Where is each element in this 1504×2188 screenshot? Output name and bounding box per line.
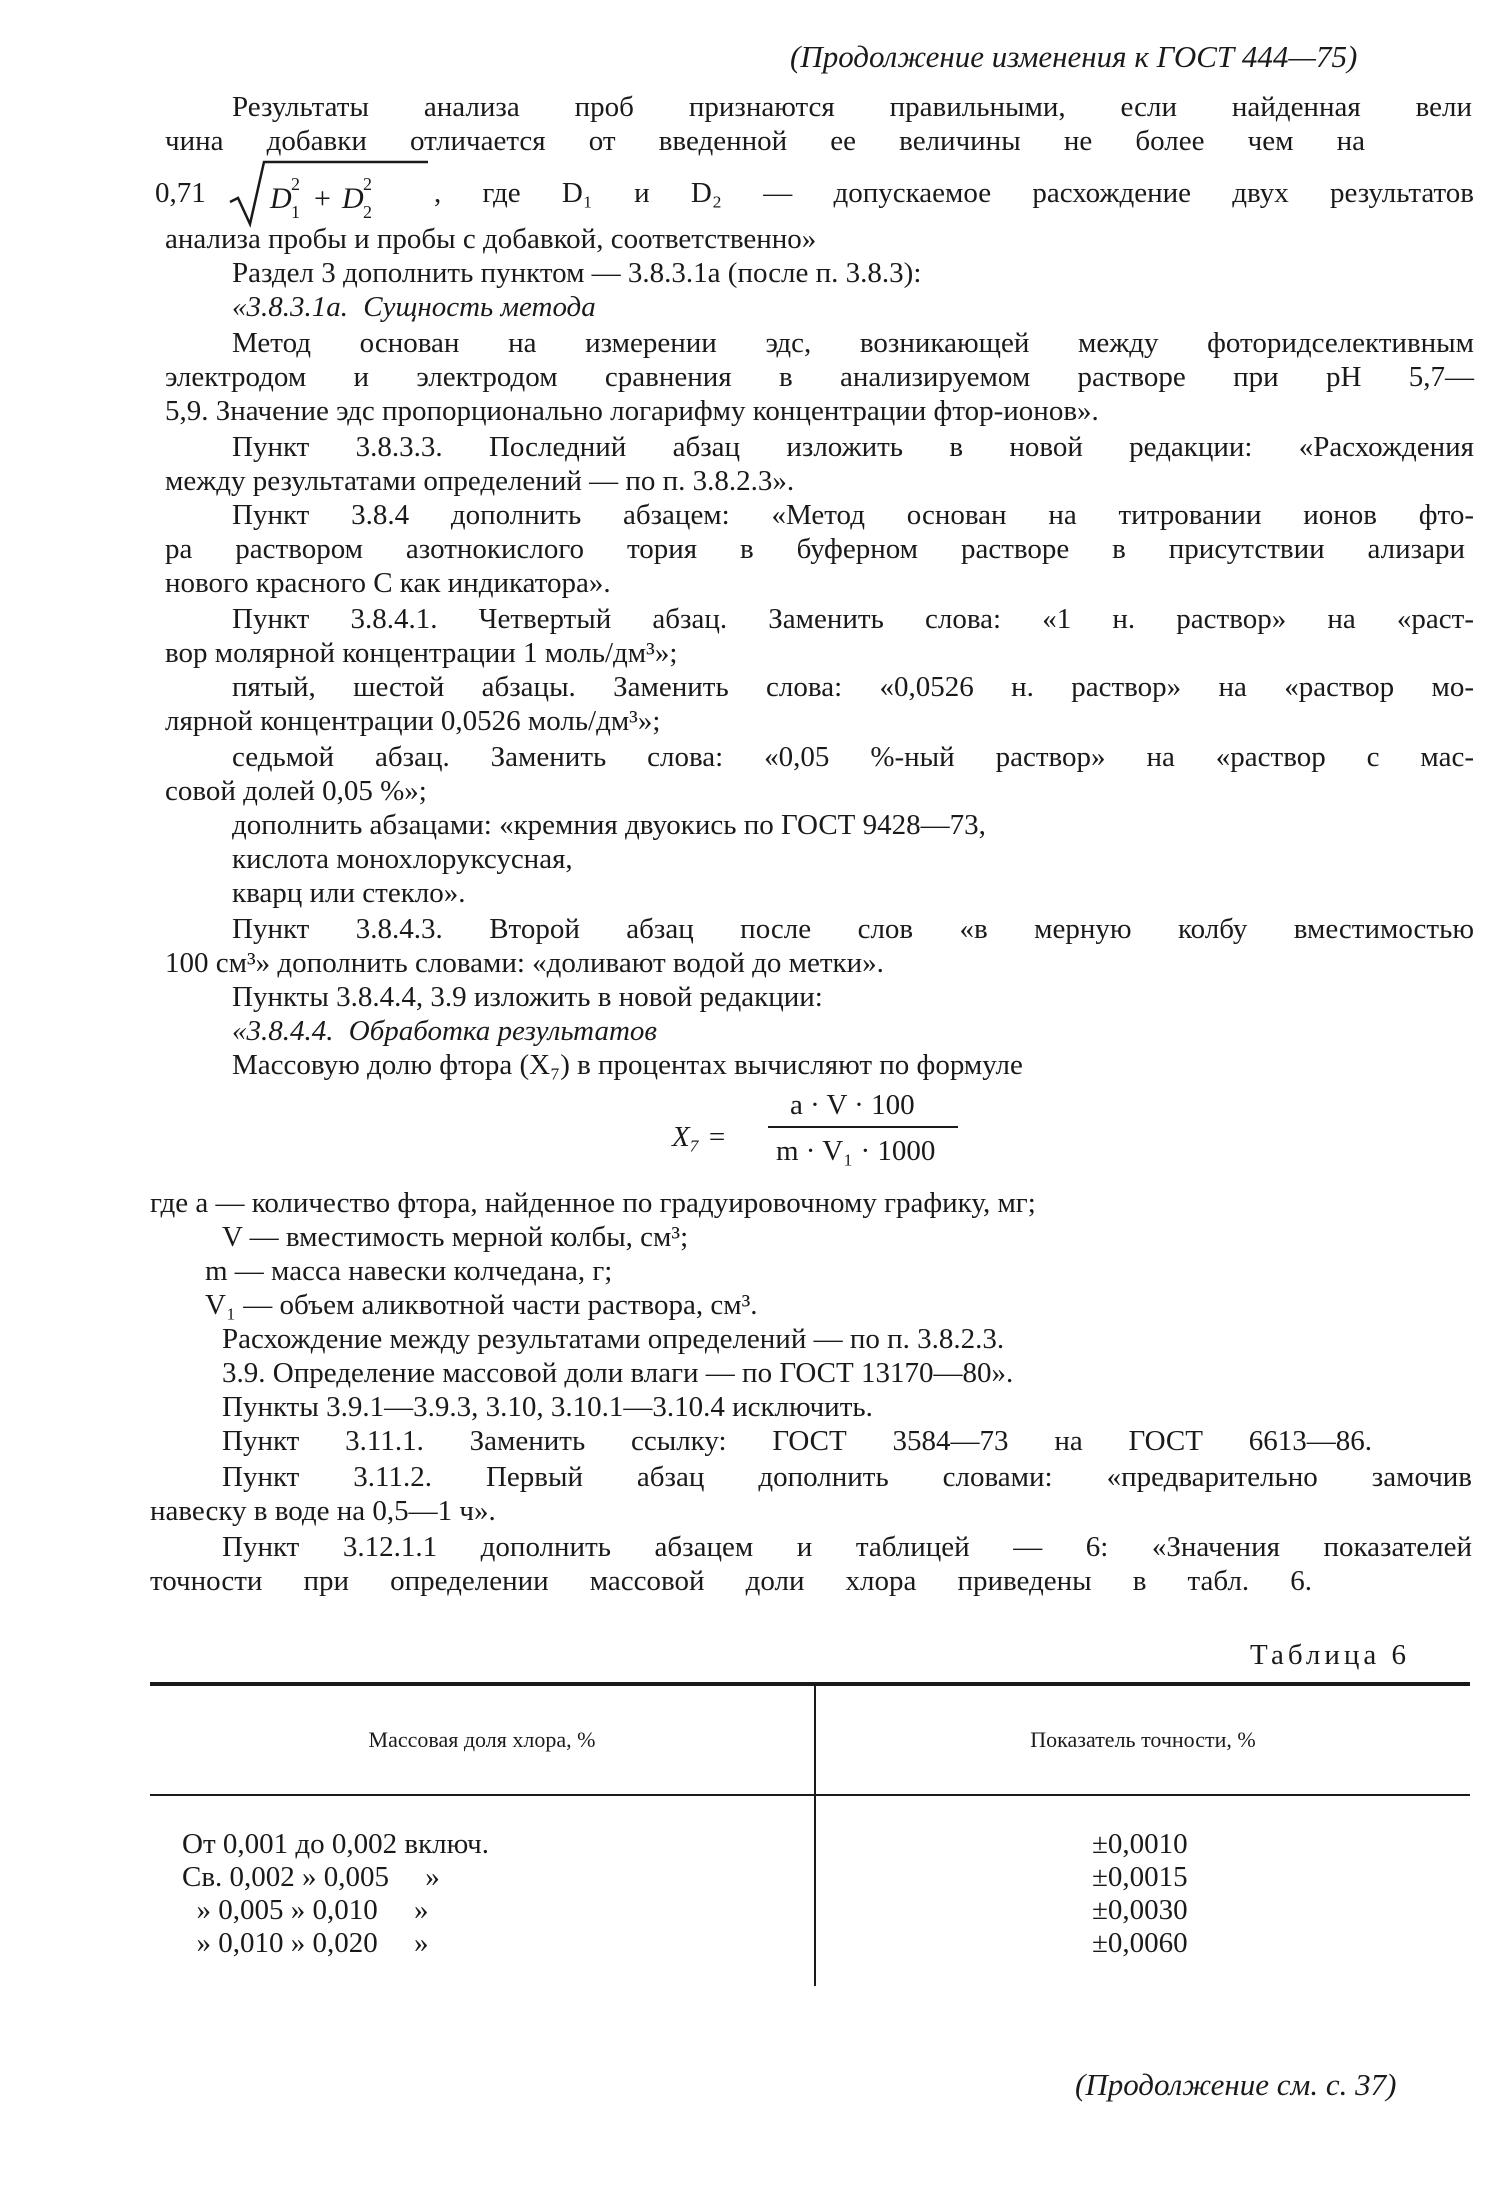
table-caption: Таблица 6: [1250, 1639, 1411, 1671]
table-cell-value: ±0,0030: [1092, 1894, 1188, 1926]
subsection-title: Обработка результатов: [348, 1015, 658, 1047]
text-line: Расхождение между результатами определений — по п. 3.8.2.3.: [222, 1323, 1005, 1355]
table-top-rule: [150, 1682, 1470, 1686]
table-cell-range: » 0,005 » 0,010 »: [182, 1894, 429, 1926]
text-line: между результатами определений — по п. 3.8.2.3».: [165, 465, 795, 497]
subsection-heading: [232, 290, 596, 324]
text-line: совой долей 0,05 %»;: [165, 775, 427, 807]
text-line: Пункт 3.12.1.1 дополнить абзацем и таблицей — 6: «Значения показателей: [222, 1531, 1472, 1563]
table-cell-value: ±0,0015: [1092, 1861, 1188, 1893]
text-line: вор молярной концентрации 1 моль/дм³»;: [165, 637, 678, 669]
running-header: (Продолжение изменения к ГОСТ 444—75): [790, 39, 1358, 74]
formula-numerator: a · V · 100: [790, 1089, 915, 1121]
text-line: ра раствором азотнокислого тория в буферном растворе в присутствии ализари: [165, 533, 1465, 565]
subsection-number: «3.8.4.4.: [232, 1015, 334, 1047]
text-line: лярной концентрации 0,0526 моль/дм³»;: [165, 705, 661, 737]
text-line: нового красного С как индикатора».: [165, 567, 611, 599]
svg-text:+: +: [314, 182, 331, 215]
svg-text:2: 2: [363, 174, 372, 194]
text-line: Раздел 3 дополнить пунктом — 3.8.3.1а (после п. 3.8.3):: [232, 257, 922, 289]
text-line: Пункт 3.11.2. Первый абзац дополнить словами: «предварительно замочив: [222, 1461, 1472, 1493]
text-line: Пункты 3.9.1—3.9.3, 3.10, 3.10.1—3.10.4 исключить.: [222, 1391, 873, 1423]
text-line: Пункты 3.8.4.4, 3.9 изложить в новой редакции:: [232, 981, 823, 1013]
text-line: Массовую долю фтора (X₇) в процентах вычисляют по формуле: [232, 1049, 1023, 1081]
running-footer: (Продолжение см. с. 37): [1075, 2067, 1397, 2102]
table-cell-range: От 0,001 до 0,002 включ.: [182, 1828, 490, 1860]
text-line: Метод основан на измерении эдс, возникающей между фоторидселективным: [232, 327, 1474, 359]
text-line: Пункт 3.8.4.1. Четвертый абзац. Заменить слова: «1 н. раствор» на «раст-: [232, 603, 1474, 635]
table-cell-range: » 0,010 » 0,020 »: [182, 1927, 429, 1959]
text-line: Результаты анализа проб признаются правильными, если найденная вели: [232, 91, 1472, 123]
formula-coefficient: 0,71: [155, 177, 206, 209]
text-line: 5,9. Значение эдс пропорционально логарифму концентрации фтор-ионов».: [165, 395, 1099, 427]
table-cell-range: Св. 0,002 » 0,005 »: [182, 1861, 440, 1893]
square-root-formula: [228, 158, 428, 228]
svg-text:2: 2: [291, 174, 300, 194]
definition-line: V — вместимость мерной колбы, см³;: [222, 1221, 689, 1253]
subsection-heading: [232, 1014, 657, 1048]
table-header-rule: [150, 1794, 1470, 1796]
table-cell-value: ±0,0010: [1092, 1828, 1188, 1860]
text-line: дополнить абзацами: «кремния двуокись по ГОСТ 9428—73,: [232, 809, 986, 841]
text-line: , где D₁ и D₂ — допускаемое расхождение двух результатов: [434, 177, 1474, 209]
fraction-bar: [768, 1126, 958, 1128]
text-line: седьмой абзац. Заменить слова: «0,05 %-ный раствор» на «раствор с мас-: [232, 741, 1474, 773]
formula-lhs: X₇ =: [672, 1121, 727, 1153]
table-header-mass-fraction: Массовая доля хлора, %: [368, 1727, 596, 1752]
text-line: точности при определении массовой доли хлора приведены в табл. 6.: [150, 1565, 1312, 1597]
text-line: навеску в воде на 0,5—1 ч».: [150, 1495, 496, 1527]
text-line: чина добавки отличается от введенной ее величины не более чем на: [165, 125, 1365, 157]
definition-line: V₁ — объем аликвотной части раствора, см³.: [205, 1289, 758, 1321]
subsection-title: Сущность метода: [363, 291, 596, 323]
text-line: 3.9. Определение массовой доли влаги — по ГОСТ 13170—80».: [222, 1357, 1014, 1389]
text-line: кварц или стекло».: [232, 877, 466, 909]
svg-text:2: 2: [363, 202, 372, 222]
formula-denominator: m · V₁ · 1000: [776, 1135, 936, 1167]
text-line: анализа пробы и пробы с добавкой, соответственно»: [165, 223, 817, 255]
svg-text:1: 1: [291, 202, 300, 222]
text-line: пятый, шестой абзацы. Заменить слова: «0,0526 н. раствор» на «раствор мо-: [232, 671, 1474, 703]
svg-text:D: D: [270, 182, 292, 215]
svg-text:D: D: [342, 182, 364, 215]
text-line: кислота монохлоруксусная,: [232, 843, 573, 875]
text-line: электродом и электродом сравнения в анализируемом растворе при рН 5,7—: [165, 361, 1474, 393]
text-line: Пункт 3.11.1. Заменить ссылку: ГОСТ 3584—73 на ГОСТ 6613—86.: [222, 1425, 1372, 1457]
text-line: 100 см³» дополнить словами: «доливают водой до метки».: [165, 947, 884, 979]
subsection-number: «3.8.3.1а.: [232, 291, 348, 323]
text-line: Пункт 3.8.4.3. Второй абзац после слов «в мерную колбу вместимостью: [232, 913, 1474, 945]
definition-line: m — масса навески колчедана, г;: [205, 1255, 613, 1287]
text-line: Пункт 3.8.3.3. Последний абзац изложить в новой редакции: «Расхождения: [232, 431, 1474, 463]
definition-line: где a — количество фтора, найденное по градуировочному графику, мг;: [150, 1187, 1036, 1219]
table-cell-value: ±0,0060: [1092, 1927, 1188, 1959]
table-header-accuracy: Показатель точности, %: [1030, 1727, 1256, 1752]
text-line: Пункт 3.8.4 дополнить абзацем: «Метод основан на титровании ионов фто-: [232, 499, 1474, 531]
